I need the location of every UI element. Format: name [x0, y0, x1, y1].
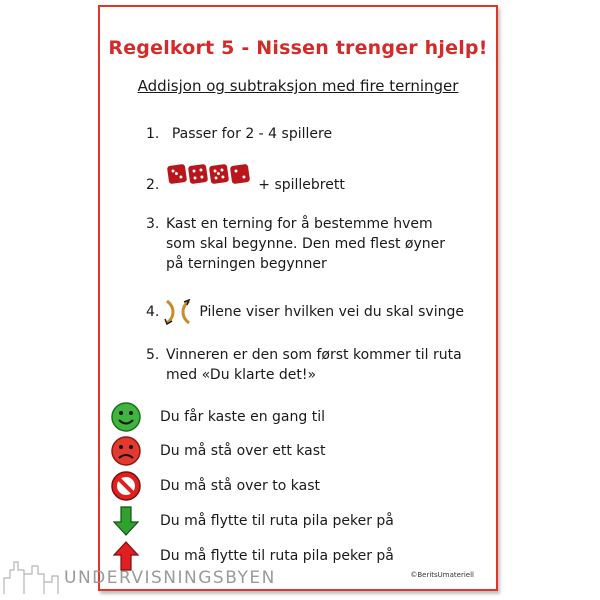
- rule-text: Vinneren er den som først kommer til ruta med «Du klarte det!»: [166, 347, 462, 383]
- happy-face-icon: [110, 401, 142, 433]
- watermark-text: UNDERVISNINGSBYEN: [64, 568, 276, 588]
- legend-text: Du må stå over ett kast: [160, 443, 326, 459]
- watermark: [0, 560, 276, 596]
- legend-text: Du må flytte til ruta pila peker på: [160, 513, 394, 529]
- legend-item-happy: [110, 401, 325, 433]
- city-skyline-icon: [2, 556, 62, 596]
- rule-number: 3.: [146, 216, 160, 232]
- legend-item-no-entry: [110, 470, 320, 502]
- rule-number: 1.: [146, 126, 160, 142]
- no-entry-icon: [110, 470, 142, 502]
- legend-text: Du må stå over to kast: [160, 478, 320, 494]
- rule-5: [146, 345, 466, 385]
- turn-arrows-icon: [163, 299, 193, 325]
- rule-number: 5.: [146, 347, 160, 363]
- rule-text: + spillebrett: [258, 177, 345, 193]
- rule-text: Pilene viser hvilken vei du skal svinge: [199, 304, 464, 320]
- card-subtitle: Addisjon og subtraksjon med fire terninger: [137, 77, 459, 95]
- four-red-dice-icon: [168, 165, 252, 189]
- rule-2: [146, 173, 466, 197]
- rule-4: [146, 299, 476, 325]
- card-title: Regelkort 5 - Nissen trenger hjelp!: [108, 37, 488, 59]
- legend-text: Du får kaste en gang til: [160, 409, 325, 425]
- rule-3: [146, 214, 466, 274]
- rule-card: [98, 5, 498, 591]
- rule-number: 2.: [146, 177, 160, 193]
- rule-text: Passer for 2 - 4 spillere: [171, 126, 333, 142]
- green-down-arrow-icon: [110, 505, 142, 537]
- legend-item-down-arrow: [110, 505, 394, 537]
- rule-1: [146, 124, 466, 144]
- rule-number: 4.: [146, 304, 160, 320]
- legend-text: Du må flytte til ruta pila peker på: [160, 548, 394, 564]
- rule-text: Kast en terning for å bestemme hvem som skal begynne. Den med flest øyner på terningen begynner: [166, 216, 446, 272]
- credit-text: ©BeritsUmateriell: [410, 571, 474, 579]
- sad-face-icon: [110, 435, 142, 467]
- legend-item-sad: [110, 435, 326, 467]
